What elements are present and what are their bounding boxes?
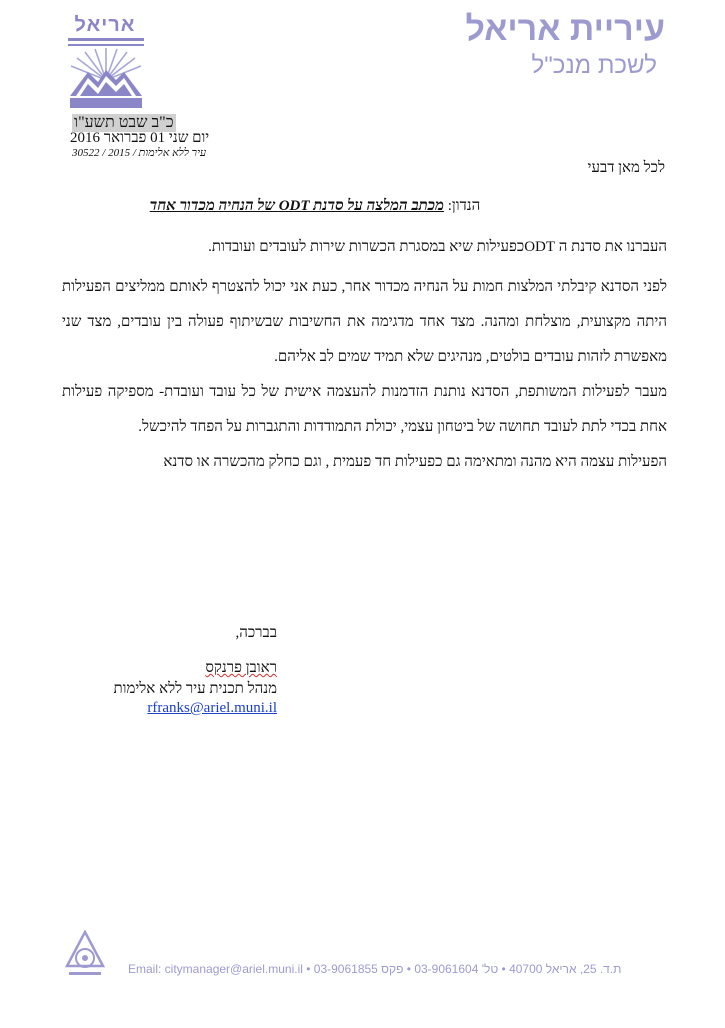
ariel-emblem-icon	[68, 14, 144, 114]
signature-name: ראובן פרנקס	[205, 660, 277, 676]
org-subtitle: לשכת מנכ"ל	[531, 52, 657, 79]
subject-line	[60, 198, 570, 215]
reference-number: עיר ללא אלימות / 2015 / 30522	[72, 147, 207, 159]
org-title: עיריית אריאל	[465, 10, 665, 48]
paragraph: העברנו את סדנת ה ODTכפעילות שיא במסגרת הכשרות שירות לעובדים ועובדות.	[208, 239, 667, 255]
signature-closing: בברכה,	[235, 625, 277, 641]
subject-text: מכתב המלצה על סדנת ODT של הנחיה מכדור אחד	[149, 198, 445, 214]
subject-label: הנדון:	[447, 198, 481, 214]
signature-title: מנהל תכנית עיר ללא אלימות	[113, 681, 277, 697]
footer-contact: ת.ד. 25, אריאל 40700 • טל' 03-9061604 • פקס 03-9061855 • Email: citymanager@ariel.muni.il	[128, 962, 622, 976]
letter-body	[62, 234, 667, 475]
paragraph: לפני הסדנא קיבלתי המלצות חמות על הנחיה מכדור אחר, כעת אני יכול להצטרף לאותם ממליצים הפעילות היתה מקצועית, מוצלחת ומהנה. מצד אחד מדגימה את החשיבות שבשיתוף פעולה בין עובדים, מצד שני מאפשרת לזהות עובדים בולטים, מנהיגים שלא תמיד שמים לב אליהם.	[62, 279, 667, 365]
gregorian-date: יום שני 01 פברואר 2016	[70, 130, 210, 146]
signature-email-link[interactable]: rfranks@ariel.muni.il	[147, 700, 277, 716]
paragraph: מעבר לפעילות המשותפת, הסדנא נותנת הזדמנות להעצמה אישית של כל עובד ועובדת- מספיקה פעילות אחת בכדי לתת לעובד תחושה של ביטחון עצמי, יכולת התמודדות והתגברות על הפחד להיכשל.	[62, 384, 667, 435]
logo-name: אריאל	[74, 14, 136, 36]
hebrew-date: כ"ב שבט תשע"ו	[74, 114, 174, 131]
footer-emblem-icon	[63, 930, 107, 982]
greeting: לכל מאן דבעי	[587, 160, 665, 176]
paragraph: הפעילות עצמה היא מהנה ומתאימה גם כפעילות חד פעמית , וגם כחלק מהכשרה או סדנא	[163, 454, 667, 470]
